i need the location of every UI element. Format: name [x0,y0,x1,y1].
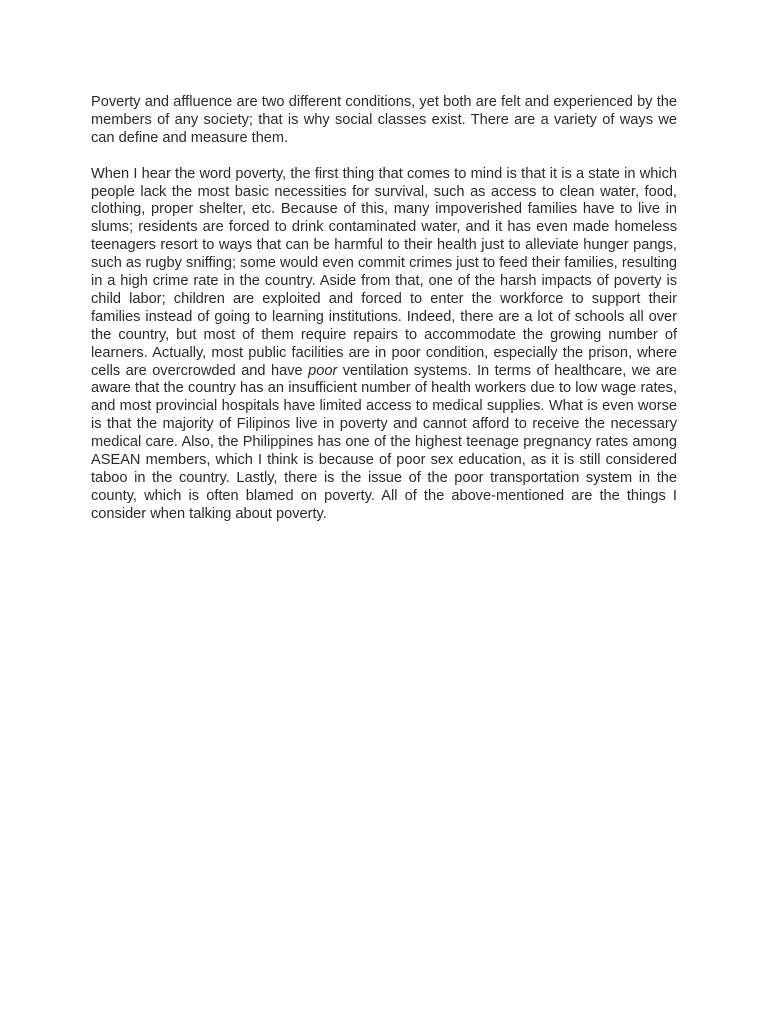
italic-emphasis: poor [308,362,338,379]
document-body [91,94,677,524]
paragraph-intro: Poverty and affluence are two different conditions, yet both are felt and experienced by the members of any society; that is why social classes exist. There are a variety of ways we can define and measure them. [91,94,677,146]
paragraph-text-start: When I hear the word poverty, the first thing that comes to mind is that it is a state in which people lack the most basic necessities for survival, such as access to clean water, food, clothing, proper shelter, etc. Because of this, many impoverished families have to live in slums; residents are forced to drink contaminated water, and it has even made homeless teenagers resort to ways that can be harmful to their health just to alleviate hunger pangs, such as rugby sniffing; some would even commit crimes just to feed their families, resulting in a high crime rate in the country. Aside from that, one of the harsh impacts of poverty is child labor; children are exploited and forced to enter the workforce to support their families instead of going to learning institutions. Indeed, there are a lot of schools all over the country, but most of them require repairs to accommodate the growing number of learners. Actually, most public facilities are in poor condition, especially the prison, where cells are overcrowded and have [91,165,677,379]
paragraph-text-end: ventilation systems. In terms of healthcare, we are aware that the country has an insufficient number of health workers due to low wage rates, and most provincial hospitals have limited access to medical supplies. What is even worse is that the majority of Filipinos live in poverty and cannot afford to receive the necessary medical care. Also, the Philippines has one of the highest teenage pregnancy rates among ASEAN members, which I think is because of poor sex education, as it is still considered taboo in the country. Lastly, there is the issue of the poor transportation system in the county, which is often blamed on poverty. All of the above-mentioned are the things I consider when talking about poverty. [91,362,677,522]
paragraph-poverty [91,166,677,524]
